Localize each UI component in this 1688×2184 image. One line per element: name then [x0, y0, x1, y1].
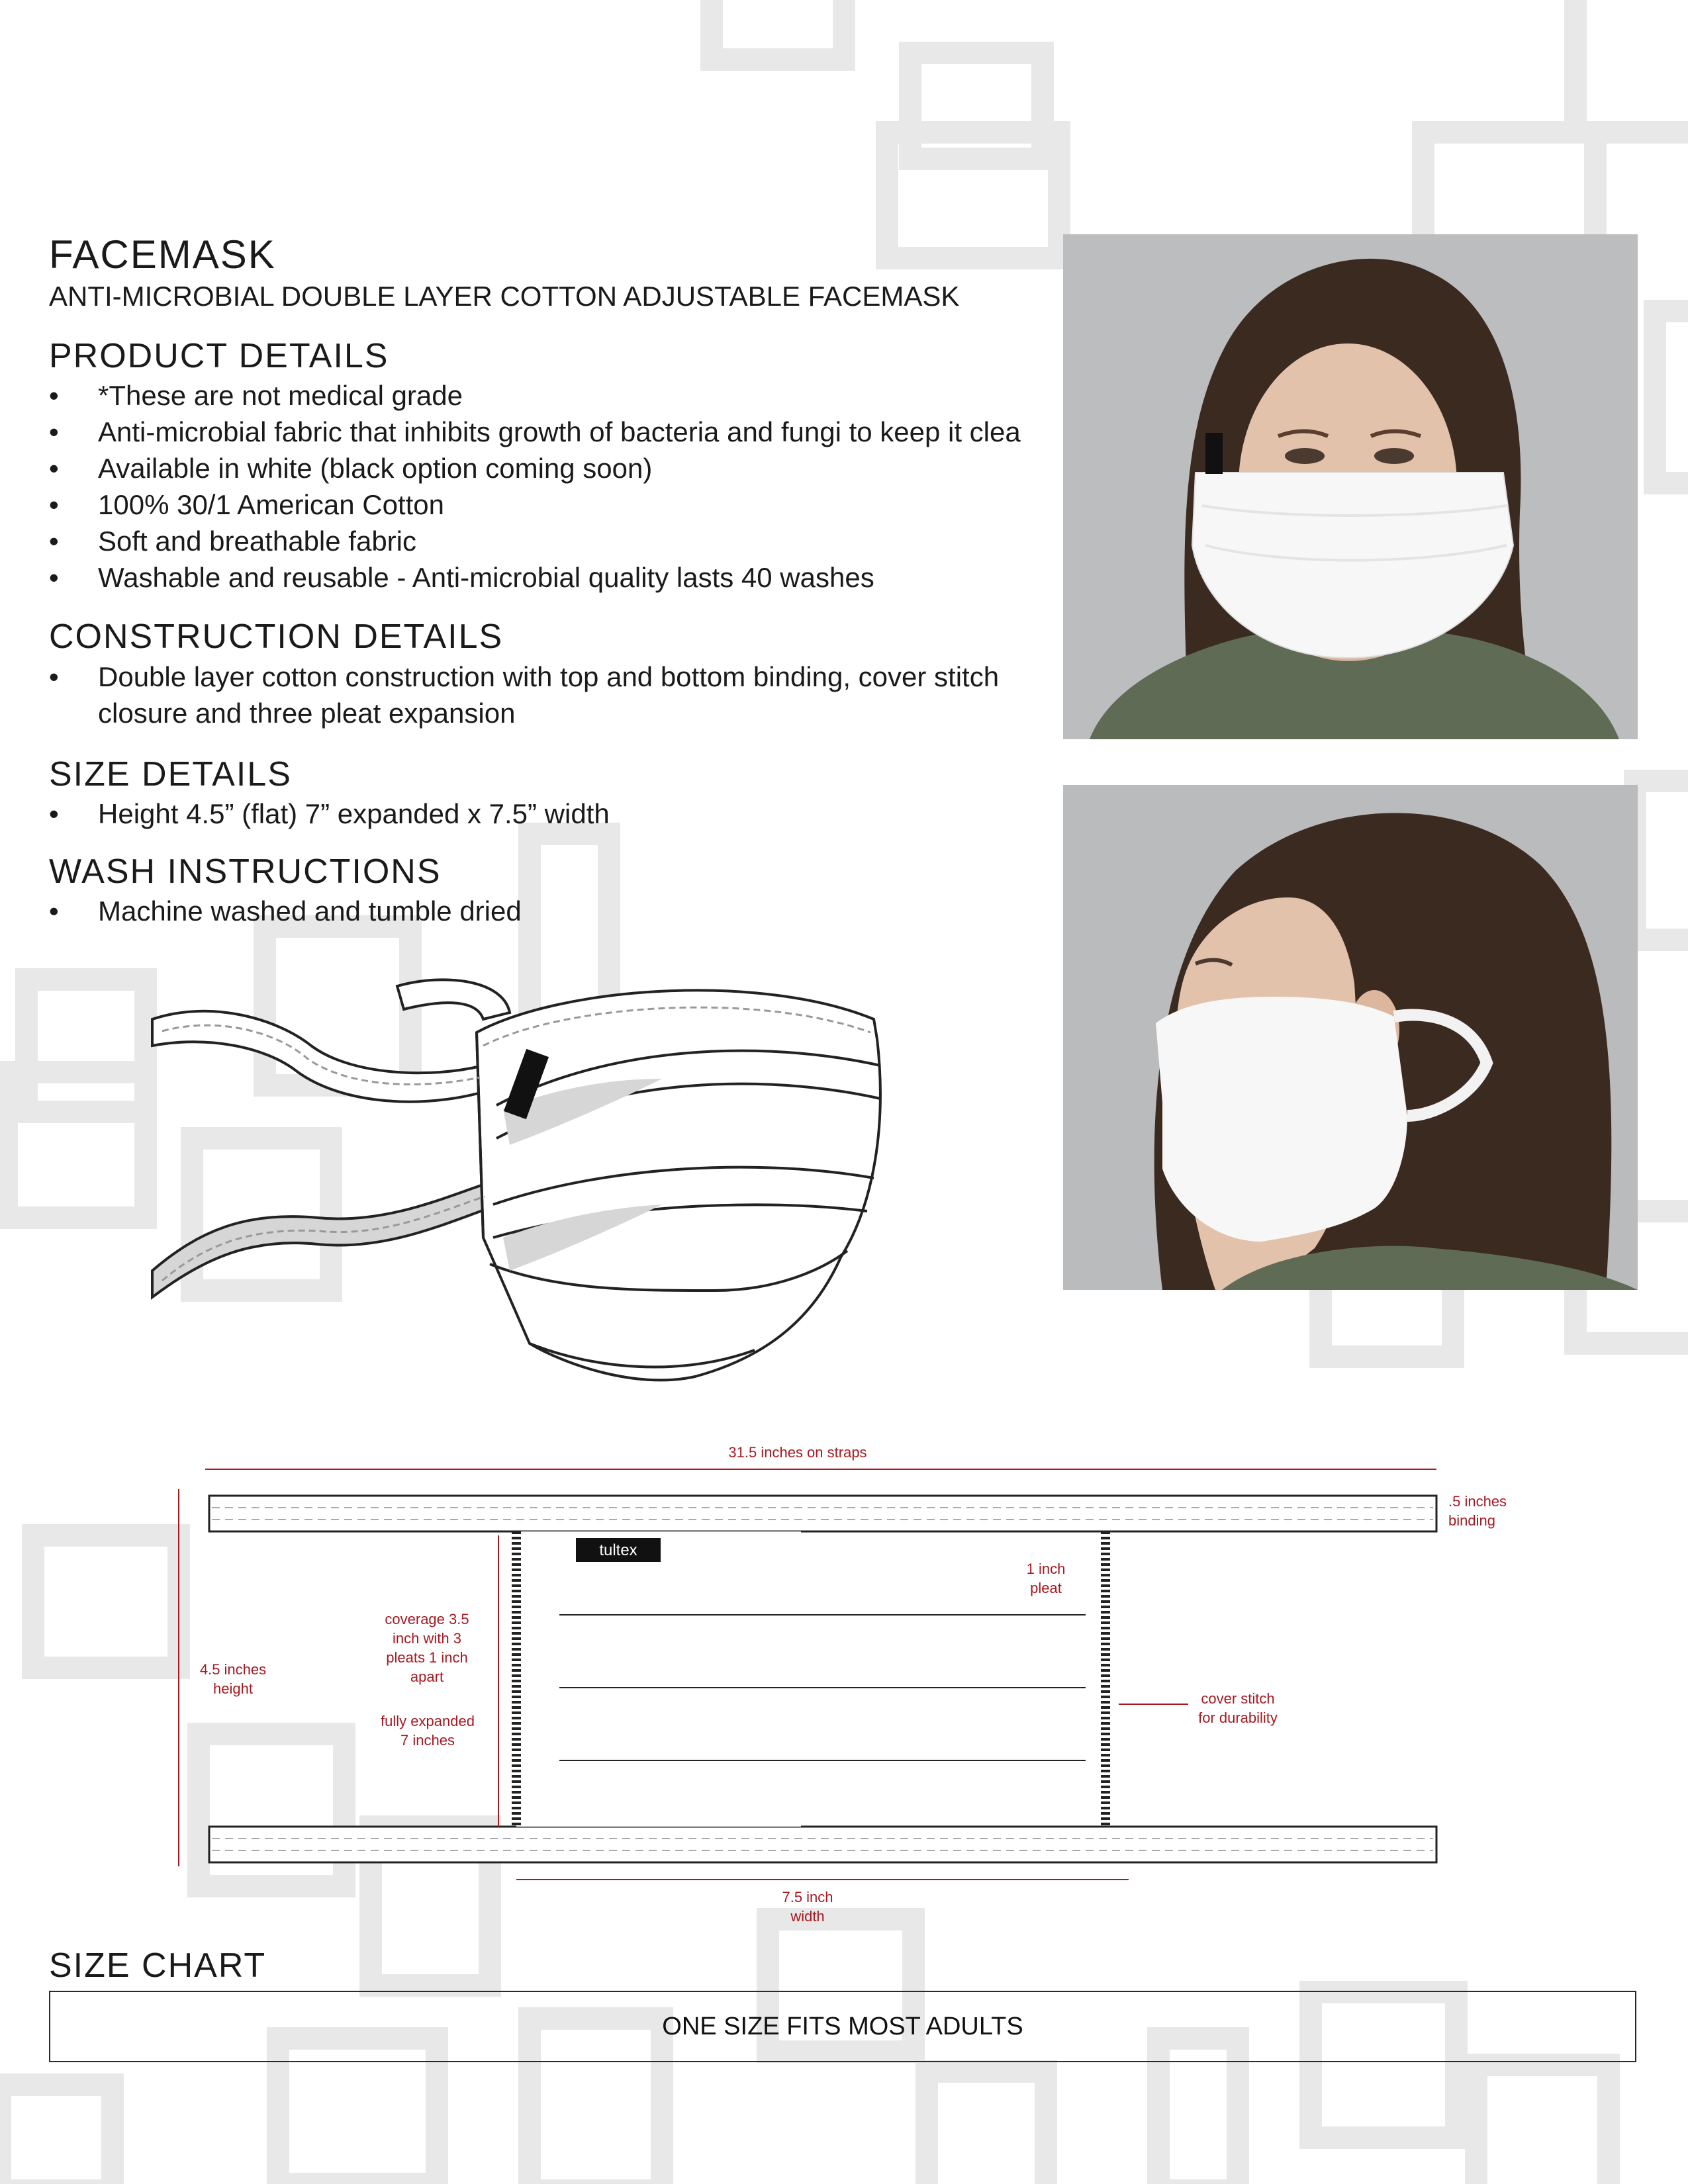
list-item: • Machine washed and tumble dried: [49, 893, 522, 929]
list-item: • Washable and reusable - Anti-microbial quality lasts 40 washes: [49, 559, 1021, 596]
product-details-heading: PRODUCT DETAILS: [49, 337, 389, 375]
list-item: • 100% 30/1 American Cotton: [49, 486, 1021, 523]
expanded-annotation: fully expanded 7 inches: [381, 1713, 475, 1749]
product-photo-front: [1063, 234, 1638, 739]
page-subtitle: ANTI-MICROBIAL DOUBLE LAYER COTTON ADJUSTABLE FACEMASK: [49, 281, 960, 312]
height-annotation: 4.5 inches height: [199, 1661, 267, 1697]
pleat-annotation: 1 inch pleat: [1026, 1561, 1066, 1596]
wash-instructions-heading: WASH INSTRUCTIONS: [49, 852, 442, 891]
list-item: • Height 4.5” (flat) 7” expanded x 7.5” width: [49, 796, 610, 832]
coverage-annotation: coverage 3.5 inch with 3 pleats 1 inch apart: [385, 1611, 469, 1685]
list-item: • Double layer cotton construction with top and bottom binding, cover stitch closure and three pleat expansion: [49, 659, 1091, 731]
list-item: • *These are not medical grade: [49, 377, 1021, 414]
mask-illustration: [132, 946, 927, 1436]
list-item: • Soft and breathable fabric: [49, 523, 1021, 559]
wash-instructions-list: [49, 893, 522, 929]
size-chart-heading: SIZE CHART: [49, 1946, 267, 1985]
size-details-list: [49, 796, 610, 832]
page-title: FACEMASK: [49, 232, 276, 277]
construction-details-list: [49, 659, 1091, 731]
list-item: • Available in white (black option coming soon): [49, 450, 1021, 486]
flat-diagram: [165, 1430, 1523, 1939]
size-chart-box: [49, 1991, 1636, 2062]
construction-details-heading: CONSTRUCTION DETAILS: [49, 617, 504, 656]
straps-annotation: 31.5 inches on straps: [728, 1444, 867, 1461]
binding-annotation: .5 inches binding: [1448, 1493, 1507, 1529]
list-item: • Anti-microbial fabric that inhibits growth of bacteria and fungi to keep it clea: [49, 414, 1021, 450]
product-photo-side: [1063, 785, 1638, 1290]
size-chart-value: ONE SIZE FITS MOST ADULTS: [662, 2012, 1023, 2040]
width-annotation: 7.5 inch width: [782, 1889, 833, 1925]
product-details-list: [49, 377, 1021, 596]
diagram-logo: tultex: [599, 1541, 637, 1559]
size-details-heading: SIZE DETAILS: [49, 755, 292, 794]
cover-stitch-annotation: cover stitch for durability: [1198, 1690, 1278, 1726]
